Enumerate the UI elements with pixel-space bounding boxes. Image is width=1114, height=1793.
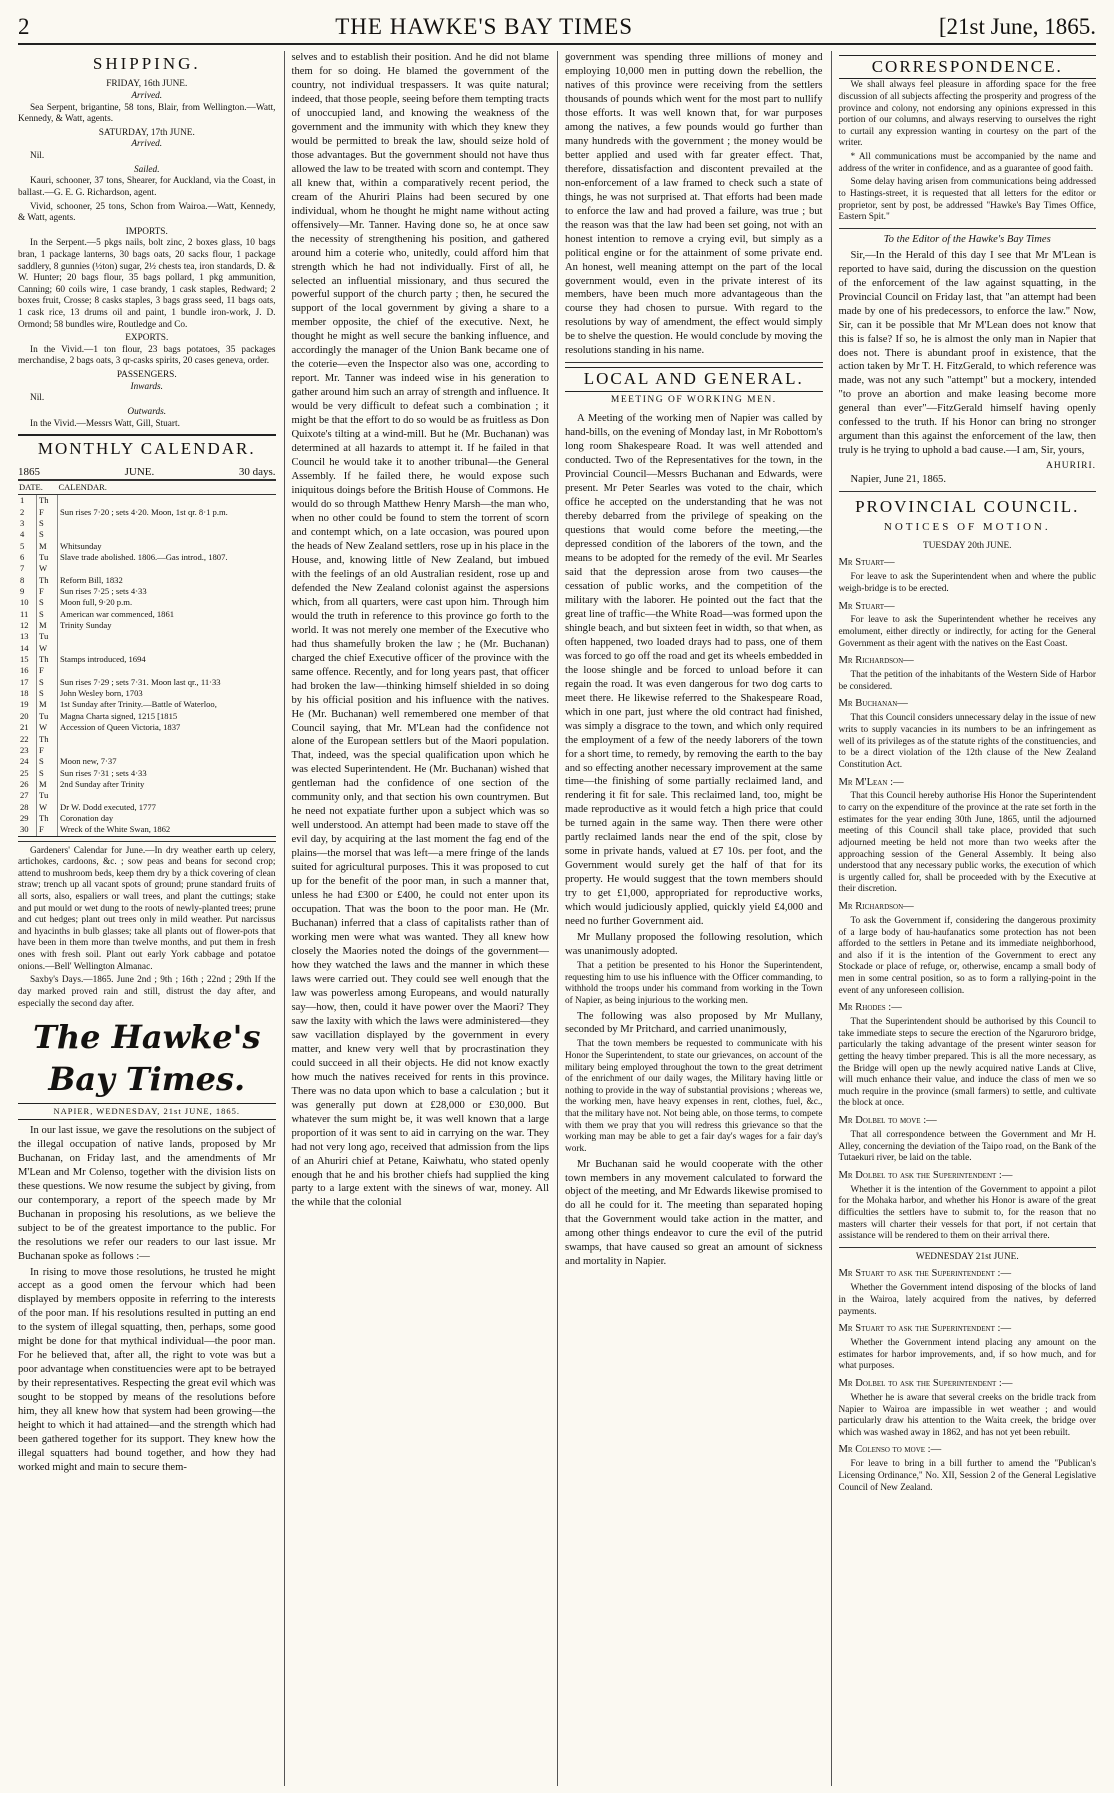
calendar-event	[58, 790, 276, 801]
shipping-heading: SHIPPING.	[92, 54, 201, 73]
passengers-heading: PASSENGERS.	[116, 370, 177, 381]
calendar-row	[18, 699, 276, 710]
local-paragraph-3: The following was also proposed by Mr Mullany, seconded by Mr Pritchard, and carried unanimously,	[565, 1010, 823, 1036]
arrived-label-2: Arrived.	[131, 139, 163, 150]
motion-mover: Mr Buchanan—	[838, 698, 908, 710]
calendar-row	[18, 575, 276, 586]
calendar-event: Whitsunday	[60, 540, 102, 551]
motion-mover: Mr Stuart to ask the Superintendent :—	[838, 1323, 1012, 1335]
calendar-day-number: 15	[18, 654, 37, 665]
motion-mover: Mr Stuart—	[838, 557, 895, 569]
calendar-weekday: F	[37, 745, 58, 756]
calendar-day-number: 8	[18, 575, 37, 586]
letter-salutation: To the Editor of the Hawke's Bay Times	[883, 233, 1051, 245]
calendar-weekday: S	[37, 529, 58, 540]
calendar-weekday: W	[37, 563, 58, 574]
exports-heading: EXPORTS.	[125, 333, 169, 344]
calendar-weekday: S	[37, 756, 58, 767]
motion-mover: Mr Richardson—	[838, 900, 914, 912]
calendar-day-number: 16	[18, 665, 37, 676]
calendar-day-number: 6	[18, 552, 37, 563]
calendar-row	[18, 552, 276, 563]
exports-text: In the Vivid.—1 ton flour, 23 bags potatoes, 35 packages merchandise, 2 bags oats, 3 qr-casks spirits, 20 cases geneva, order.	[18, 344, 276, 367]
calendar-row	[18, 620, 276, 631]
calendar-event: Dr W. Dodd executed, 1777	[60, 801, 156, 812]
calendar-weekday: W	[37, 802, 58, 813]
calendar-day-number: 2	[18, 507, 37, 518]
calendar-event: Reform Bill, 1832	[60, 574, 123, 585]
calendar-row	[18, 756, 276, 767]
calendar-row	[18, 518, 276, 529]
gardeners-calendar: Gardeners' Calendar for June.—In dry weather earth up celery, artichokes, cardoons, &c. ; sow peas and beans for second crop; attend to mushroom beds, keep them dry by a thick covering of clean straw; trench up all vacant spots of ground; prune standard fruits of all sorts, also, espaliers or wall trees, and plant the cuttings; stake and put mould or wet dung to the roots of newly-planted trees; prune and cut hedges; plant out trees only in mild weather. Put narcissus and hyacinths in bulb glasses; take all plants out of flower-pots that have been in them more than twelve months, and put them in fresh ones with fresh soil. Plant out early York cabbage and potatoe onions.—Bell' Wellington Almanac.	[18, 845, 276, 972]
calendar-weekday: Th	[37, 495, 58, 507]
calendar-row	[18, 711, 276, 722]
calendar-event: Wreck of the White Swan, 1862	[60, 824, 171, 835]
calendar-day-number: 21	[18, 722, 37, 733]
paper-nameplate: The Hawke's Bay Times.	[33, 1018, 261, 1099]
calendar-row	[18, 631, 276, 642]
calendar-event: Moon new, 7·37	[60, 756, 117, 767]
correspondence-note-2: * All communications must be accompanied by the name and address of the writer in confidence, and as a guarantee of good faith.	[838, 152, 1096, 174]
calendar-day-number: 20	[18, 711, 37, 722]
motion-mover: Mr Richardson—	[838, 655, 914, 667]
calendar-event: John Wesley born, 1703	[60, 688, 143, 699]
calendar-event	[58, 734, 276, 745]
calendar-day-number: 13	[18, 631, 37, 642]
column-1	[18, 51, 276, 1786]
motion-text: To ask the Government if, considering the dangerous proximity of a large body of hau-haufanatics some protection has not been afforded to the settlers in Petane and its immediate neighborhood, and also if it is the intention of the Government to erect any Stockade or place of refuge, or, otherwise, encamp a small body of men in some central position, so as to form a rallying-point in the event of any unforeseen collision.	[838, 915, 1096, 996]
calendar-row	[18, 643, 276, 654]
calendar-subhead	[18, 465, 276, 481]
correspondence-note-1: We shall always feel pleasure in affording space for the free discussion of all subjects affecting the prosperity and progress of the province and colony, not endorsing any opinions expressed in this portion of our columns, and always reserving to ourselves the right to curtail any expression wanting in courtesy on the part of the writer.	[838, 80, 1096, 149]
motion-text: That the petition of the inhabitants of the Western Side of Harbor be considered.	[838, 670, 1096, 692]
calendar-event	[58, 518, 276, 529]
resolution-2: That the town members be requested to communicate with his Honor the Superintendent, to state our grievances, on account of the military being employed throughout the town to the great detriment of the enrichment of our daily wages, the Military having little or nothing to provide in the way of substantial provisions ; whereas we, the working men, have heavy expenses in rent, clothes, fuel, &c., that the military have not. Not being able, on those terms, to compete with them we pray that you will redress this grievance so that the working man may be able to get a fair day's wages for a fair day's work.	[565, 1039, 823, 1154]
calendar-day-number: 23	[18, 745, 37, 756]
calendar-days: 30 days.	[238, 465, 276, 478]
sailed-kauri: Kauri, schooner, 37 tons, Shearer, for Auckland, via the Coast, in ballast.—G. E. G. Richardson, agent.	[18, 176, 276, 198]
column-2	[284, 51, 550, 1786]
motion-text: That all correspondence between the Government and Mr H. Alley, concerning the deviation of the Taipo road, on the Bank of the Tutaekuri river, be laid on the table.	[838, 1130, 1096, 1164]
correspondence-heading: CORRESPONDENCE.	[839, 55, 1097, 79]
calendar-heading: MONTHLY CALENDAR.	[37, 439, 256, 459]
calendar-weekday: S	[37, 597, 58, 608]
motion-text: For leave to bring in a bill further to amend the "Publican's Licensing Ordinance," No. XII, Session 2 of the General Legislative Council of New Zealand.	[838, 1459, 1096, 1493]
sailed-label: Sailed.	[133, 164, 160, 175]
calendar-day-number: 28	[18, 802, 37, 813]
calendar-year: 1865	[18, 465, 40, 478]
calendar-weekday: Th	[37, 734, 58, 745]
calendar-day-number: 26	[18, 779, 37, 790]
calendar-weekday: S	[37, 609, 58, 620]
local-general-heading: LOCAL AND GENERAL.	[565, 367, 823, 391]
arrived-label: Arrived.	[131, 91, 163, 102]
calendar-event: Sun rises 7·20 ; sets 4·20. Moon, 1st qr. 8·1 p.m.	[60, 506, 228, 517]
shipping-saturday-date: SATURDAY, 17th JUNE.	[98, 127, 195, 138]
calendar-row	[18, 734, 276, 745]
calendar-row	[18, 586, 276, 597]
calendar-day-number: 17	[18, 677, 37, 688]
local-paragraph-2: Mr Mullany proposed the following resolution, which was unanimously adopted.	[565, 932, 823, 958]
calendar-weekday: Th	[37, 575, 58, 586]
motion-mover: Mr Rhodes :—	[838, 1002, 902, 1014]
column-4	[831, 51, 1097, 1786]
calendar-row	[18, 677, 276, 688]
calendar-weekday: S	[37, 677, 58, 688]
motion-text: Whether it is the intention of the Government to appoint a pilot for the Mohaka harbor, and whether his Honor is aware of the great difficulties the settlers have to submit to, for the reason that no masters will charter their vessels for that port, if not certain that assistance will be rendered to them on their arrival there.	[838, 1184, 1096, 1242]
calendar-weekday: Th	[37, 654, 58, 665]
calendar-day-number: 3	[18, 518, 37, 529]
calendar-day-number: 11	[18, 609, 37, 620]
motion-text: For leave to ask the Superintendent whether he receives any emolument, either directly or indirectly, for acting for the General Government as their agent with the natives on the East Coast.	[838, 615, 1096, 649]
calendar-month: JUNE.	[124, 465, 155, 478]
motion-mover: Mr Colenso to move :—	[838, 1444, 942, 1456]
calendar-weekday: F	[37, 507, 58, 518]
calendar-weekday: Th	[37, 813, 58, 824]
calendar-event: Magna Charta signed, 1215 [1815	[60, 710, 178, 721]
motion-mover: Mr Stuart—	[838, 600, 895, 612]
calendar-row	[18, 665, 276, 676]
calendar-event: Sun rises 7·25 ; sets 4·33	[60, 586, 147, 597]
calendar-row	[18, 779, 276, 790]
sailed-vivid: Vivid, schooner, 25 tons, Schon from Wairoa.—Watt, Kennedy, & Watt, agents.	[18, 201, 276, 224]
editorial-paragraph-1: In our last issue, we gave the resolutions on the subject of the illegal occupation of native lands, proposed by Mr Buchanan, on Friday last, and the amendments of Mr M'Lean and Mr Colenso, together with the division lists on these questions. We now resume the subject by giving, from our contemporary, a report of the speech made by Mr Buchanan in proposing his resolutions, as we believe the subject to be of the greatest importance to the public. For the resolutions we refer our readers to our last issue. Mr Buchanan spoke as follows :—	[18, 1124, 276, 1262]
motion-mover: Mr Dolbel to ask the Superintendent :—	[838, 1169, 1013, 1181]
monthly-calendar	[18, 434, 276, 836]
tuesday-date: TUESDAY 20th JUNE.	[923, 540, 1012, 551]
outwards-label: Outwards.	[127, 406, 167, 417]
calendar-weekday: S	[37, 688, 58, 699]
motion-text: Whether the Government intend placing any amount on the estimates for harbor improvements, and, if so how much, and for what purposes.	[838, 1338, 1096, 1372]
calendar-weekday: Tu	[37, 552, 58, 563]
nil-passengers: Nil.	[30, 393, 45, 404]
wednesday-date: WEDNESDAY 21st JUNE.	[915, 1251, 1019, 1262]
calendar-row	[18, 654, 276, 665]
calendar-event: Stamps introduced, 1694	[60, 654, 146, 665]
calendar-event	[58, 665, 276, 676]
imports-text: In the Serpent.—5 pkgs nails, bolt zinc, 2 boxes glass, 10 bags bran, 1 package lanterns, 30 bags oats, 20 sacks flour, 1 package saddlery, 8 gunnies (½ton) sugar, 2½ chests tea, iron standards, D. & W. Hunter; 20 bags flour, 35 bags pollard, 1 pkg ammunition, Canning; 60 coils wire, 1 case brandy, 1 cask staples, Redward; 2 boxes fruit, Crosse; 8 casks staples, 3 bags grass seed, 11 bags oats, 1 cask rice, 13 drums oil and paint, 1 bundle iron-work, J. D. Ormond; 58 bundles wire, Routledge and Co.	[18, 238, 276, 330]
calendar-weekday: Tu	[37, 711, 58, 722]
calendar-weekday: F	[37, 586, 58, 597]
motion-mover: Mr Dolbel to ask the Superintendent :—	[838, 1378, 1013, 1390]
calendar-event: 1st Sunday after Trinity.—Battle of Waterloo,	[60, 699, 217, 710]
issue-date: [21st June, 1865.	[938, 14, 1096, 39]
saxby-days: Saxby's Days.—1865. June 2nd ; 9th ; 16th ; 22nd ; 29th If the day marked proved rain and still, distrust the day after, and especially the second day after.	[18, 975, 276, 1009]
calendar-weekday: F	[37, 665, 58, 676]
calendar-event	[58, 631, 276, 642]
letter-body: Sir,—In the Herald of this day I see that Mr M'Lean is reported to have said, during the discussion on the question of the enforcement of the law against squatting, in the Provincial Council on Friday last, that "an attempt had been made by one of his predecessors, to enforce the law." Now, Sir, can it be possible that Mr M'Lean does not know that this is false? If so, he is almost the only man in Napier that does not. There is abundant proof in existence, that the action taken by Mr T. H. FitzGerald, to which reference was made, was not any such "attempt" but a mockery, intended "to prove an abortion and make leasing become more general than ever"—FitzGerald himself having openly confessed to the truth. If his Honor can bring no stronger argument than this against the enforcement of the law, then truly is he trying to uphold a bad cause.—I am, Sir, yours,	[838, 249, 1096, 457]
calendar-weekday: S	[37, 518, 58, 529]
newspaper-title: THE HAWKE'S BAY TIMES	[335, 14, 634, 39]
calendar-event: Coronation day	[60, 812, 114, 823]
calendar-weekday: F	[37, 824, 58, 835]
calendar-weekday: S	[37, 768, 58, 779]
calendar-day-number: 7	[18, 563, 37, 574]
motion-text: Whether the Government intend disposing of the blocks of land in the Wairoa, lately acquired from the natives, by deferred payments.	[838, 1283, 1096, 1317]
calendar-event: Slave trade abolished. 1806.—Gas introd., 1807.	[60, 552, 228, 562]
calendar-day-number: 9	[18, 586, 37, 597]
calendar-day-number: 10	[18, 597, 37, 608]
correspondence-note-3: Some delay having arisen from communications being addressed to Hastings-street, it is requested that all letters for the editor or proprietor, sent by post, be addressed "Hawke's Bay Times Office, Eastern Spit."	[838, 177, 1096, 223]
calendar-row	[18, 529, 276, 540]
meeting-subheading: MEETING OF WORKING MEN.	[610, 394, 777, 405]
calendar-day-number: 1	[18, 495, 37, 507]
calendar-event	[58, 643, 276, 654]
letter-place-date: Napier, June 21, 1865.	[850, 473, 946, 485]
calendar-day-number: 18	[18, 688, 37, 699]
calendar-row	[18, 609, 276, 620]
calendar-day-number: 14	[18, 643, 37, 654]
calendar-event: American war commenced, 1861	[60, 608, 175, 619]
motion-mover: Mr Dolbel to move :—	[838, 1115, 937, 1127]
calendar-row	[18, 768, 276, 779]
calendar-weekday: Tu	[37, 631, 58, 642]
column-3	[557, 51, 823, 1786]
calendar-event	[58, 563, 276, 574]
nil-arrivals: Nil.	[30, 151, 45, 162]
local-paragraph-1: A Meeting of the working men of Napier was called by hand-bills, on the evening of Monday last, in Mr Robottom's long room Shakespeare Road. It was well attended and conducted. Two of the Representatives for the town, in the Provincial Council—Messrs Buchanan and Edwards, were present. Mr Peter Searles was voted to the chair, which office he accepted on the understanding that he was not thereby debarred from the privilege of speaking on the questions that would come before the meeting,—the depressed condition of the laborers of the town, and the means to be adopted for the remedy of the evil. Mr Searles said that the depression arose from two causes—the cessation of public works, and the competition of the military with the laborer. He pointed out the fact that the great line of traffic—the White Road—was formed upon the shingle beach, and but sixteen feet in width, so that when, as often happened, two loaded drays had to pass, one of them was forced to go off the road and get its wheels embedded in the loose shingle and be forced to unload before it can regain the road. It was even dangerous for two dog carts to meet there. He likewise referred to the Shakespeare Road, which in one part, just where the old contract had finished, was simply a disgrace to the town, and which only required the employment of a few of the needy laborers of the town for a short time, to remedy, by removing the earth to the bay and so effecting another necessary improvement at the same time—the finishing of some partially reclaimed land, and rendering it fit for sale. This reclaimed land, too, might be made reproductive as it would fetch a high price that could be turned again in the same way. Then there were other partly reclaimed lands near the end of the spit, close by some in private hands, valued at £7 10s. per foot, and the Government would surely get the half of that for its property. He would suggest that the town members should try to get £1,000, appropriated for reproductive works, which would judiciously applied, quickly yield £4,000 and need no further Government aid.	[565, 413, 823, 928]
calendar-row	[18, 495, 276, 507]
motion-text: That the Superintendent should be authorised by this Council to take immediate steps to secure the erection of the Ngaruroro bridge, particularly the taking advantage of the present winter season for getting the heavy timber prepared. This is all the more necessary, as the Bridge will open up the newly acquired native Lands at Clive, will much enhance their value, and induce the class of men we so much require in the province (small farmers) to settle, and cultivate the block at once.	[838, 1017, 1096, 1109]
outwards-text: In the Vivid.—Messrs Watt, Gill, Stuart.	[30, 418, 180, 429]
calendar-event	[58, 529, 276, 540]
editorial-dateline: NAPIER, WEDNESDAY, 21st JUNE, 1865.	[18, 1103, 276, 1120]
motion-text: Whether he is aware that several creeks on the bridle track from Napier to Wairoa are impassible in wet weather ; and would particularly draw his attention to the Waita creek, the bridge over which was washed away in 1862, and has not yet been rebuilt.	[838, 1393, 1096, 1438]
calendar-event: Sun rises 7·31 ; sets 4·33	[60, 767, 147, 778]
calendar-day-number: 24	[18, 756, 37, 767]
calendar-row	[18, 597, 276, 608]
shipping-friday-date: FRIDAY, 16th JUNE.	[106, 79, 188, 90]
calendar-weekday: W	[37, 722, 58, 733]
calendar-weekday: W	[37, 643, 58, 654]
calendar-event	[58, 745, 276, 756]
motion-text: That this Council hereby authorise His Honor the Superintendent to carry on the expenditure of the province at the rate set forth in the estimates for the year ending 30th June, 1865, until the adjourned meeting of this Council shall take place, provided that such adjourned meeting be held not more than two weeks after the approaching session of the General Assembly. It being also understood that any necessary public works, the execution of which is urgently called for, shall be proceeded with by the Executive at their discretion.	[838, 791, 1096, 895]
calendar-day-number: 25	[18, 768, 37, 779]
calendar-weekday: M	[37, 541, 58, 552]
calendar-row	[18, 722, 276, 733]
calendar-row	[18, 507, 276, 518]
provincial-council-heading: PROVINCIAL COUNCIL.	[855, 496, 1080, 516]
calendar-row	[18, 813, 276, 824]
calendar-row	[18, 824, 276, 835]
calendar-event: Sun rises 7·29 ; sets 7·31. Moon last qr., 11·33	[60, 676, 221, 687]
calendar-day-number: 30	[18, 824, 37, 835]
calendar-event: Accession of Queen Victoria, 1837	[60, 722, 181, 733]
calendar-weekday: M	[37, 779, 58, 790]
imports-heading: IMPORTS.	[125, 226, 168, 237]
motion-mover: Mr M'Lean :—	[838, 776, 904, 788]
calendar-row	[18, 563, 276, 574]
friday-arrival: Sea Serpent, brigantine, 58 tons, Blair, from Wellington.—Watt, Kennedy, & Watt, agents.	[18, 102, 276, 125]
calendar-date-header: DATE.	[18, 481, 58, 495]
calendar-day-number: 29	[18, 813, 37, 824]
inwards-label: Inwards.	[130, 381, 163, 392]
calendar-day-number: 5	[18, 541, 37, 552]
resolution-1: That a petition be presented to his Honor the Superintendent, requesting him to use his influence with the Officer commanding, to withhold the troops under his command from working in the Town of Napier, as being injurious to the working men.	[565, 961, 823, 1006]
calendar-event	[58, 495, 276, 507]
calendar-day-number: 4	[18, 529, 37, 540]
calendar-row	[18, 790, 276, 801]
calendar-weekday: M	[37, 699, 58, 710]
calendar-table	[18, 480, 276, 836]
notices-of-motion: NOTICES OF MOTION.	[883, 521, 1051, 534]
editorial-paragraph-2: In rising to move those resolutions, he trusted he might accept as a good omen the fervour which had been displayed by members opposite in referring to the interests of the poor man. If his resolutions resulted in putting an end to the system of illegal squatting, then, perhaps, some good might be done for that mythical individual—the poor man. For he believed that, after all, the right to vote was but a poor advantage when constituencies were apt to be betrayed by their representatives. Respecting the great evil which was sought to be stopped by means of the resolutions before him, they all knew how that system had been growing—the height to which it had attained—and the strength which had been gathered together for its support. They knew how the illegal squatters had bound together, and how they had worked might and main to secure them-	[18, 1266, 276, 1474]
local-paragraph-4: Mr Buchanan said he would cooperate with the other town members in any movement calculated to forward the object of the meeting, and Mr Edwards likewise promised to do all he could for it. The meeting than separated hoping that the Government would take action in the matter, and among other things endeavor to cure the evil of the putrid swamps, that have caused so great an amount of sickness and mortality in Napier.	[565, 1158, 823, 1268]
calendar-row	[18, 688, 276, 699]
calendar-events-header: CALENDAR.	[58, 481, 276, 495]
calendar-day-number: 27	[18, 790, 37, 801]
motion-text: That this Council considers unnecessary delay in the issue of new writs to supply vacancies in its numbers to be an infringement as well of its privileges as of the statute rights of the constituencies, and to be a direct violation of the 12th clause of the New Zealand Constitution Act.	[838, 713, 1096, 770]
calendar-row	[18, 541, 276, 552]
masthead	[18, 14, 1096, 45]
calendar-row	[18, 745, 276, 756]
motion-mover: Mr Stuart to ask the Superintendent :—	[838, 1268, 1012, 1280]
motion-text: For leave to ask the Superintendent when and where the public weigh-bridge is to be erected.	[838, 572, 1096, 594]
calendar-weekday: M	[37, 620, 58, 631]
calendar-day-number: 19	[18, 699, 37, 710]
calendar-event: Trinity Sunday	[60, 620, 112, 631]
calendar-event: 2nd Sunday after Trinity	[60, 778, 145, 789]
letter-signature: AHURIRI.	[1046, 461, 1096, 472]
calendar-day-number: 22	[18, 734, 37, 745]
calendar-day-number: 12	[18, 620, 37, 631]
editorial-paragraph-3: selves and to establish their position. And he did not blame them for so doing. He blamed the government of the country, not individual trespassers. It was quite natural; indeed, that those people, seeing before them tempting tracts of unoccupied land, and knowing the weakness of the government and the immunity with which they knew they would be permitted to break the law, should seize hold of those advantages. But the government should not have thus allowed the law to be treated with scorn and contempt. They all knew that, within a comparatively recent period, the cream of the Ahuriri Plains had been secured by one individual, whom he thought he might name without acting offensively—Mr. Tanner. Having done so, he at once saw the necessity of strengthening his position, and gathered around him a coterie who, unitedly, could afford him that strength which he had not individually. First of all, he selected an influential missionary, and thus secured the powerful support of the church party ; then, he secured the support of the local government by giving a share to a member opposite, the chief of the executive. Next, he thought he might as well secure the banking influence, and accordingly the manager of the Union Bank became one of the coterie—even the Inspector also was one, according to report. Mr. Tanner was indeed wise in his generation to gather around him such an array of strength and influence. It would be very difficult to defeat such a combination ; it might be that the effort to do so would be as fruitless as Don Quixote's tilting at a wind-mill. But he (Mr. Buchanan) was determined at all hazards to attempt it. If he failed in that Council he would take it to another tribunal—the General Assembly. If he failed there, he would expose such iniquitous doings before the British House of Commons. He would do so through Matthew Henry Marsh—the man who, when no other could be found to stem the torrent of scorn and contempt which, on a late occasion, was poured upon the heads of New Zealand settlers, rose up in his place in the House, and, knowing little of New Zealand, but imbued with the feelings of an old Australian resident, rose up and defended the New Zealand colonist against the aspersions which, from all quarters, were cast upon him. Through him would the truth in reference to this province go forth to the world. It was not merely one member of the Executive who had thus shamefully broken the law ; he (Mr. Buchanan) charged the chief Executive officer of the province with the same offence. Recently, and for long years past, that officer had broken the law—thinking himself shielded in so doing by his official position and his influence with the natives. He (Mr. Buchanan) well remembered one member of that Council saying, that Mr. M'Lean had the confidence not alone of the European settlers but of the Maori population. That, indeed, was the special qualification upon which he was elected Superintendent. He (Mr. Buchanan) wished that gentleman had the confidence of one section of the community only, and that section his own countrymen. But he need not expatiate further upon a subject which was so well understood. An attempt had been made to stave off the evil day, by acquiring at the last moment the fag end of the plains—the morsel that was left—a mere fringe of the lands suited for agricultural purposes. This it was proposed to cut up for the benefit of the poor man, in such a manner that, unless he had £300 or £400, he could not enter upon its occupation. That was the boon to the poor man. He (Mr. Buchanan) inferred that a class of capitalists rather than of working men were what was wanted. They all knew how closely the Maories noted the doings of the government—how they watched the laws and the manner in which these laws were carried out. They could see well enough that the law was powerless among Europeans, and would naturally say—how, then, could it have power over the Maori? They saw the laxity with which the laws were administered—they saw vacillation displayed by the government in every matter, and knew very well that by procrastination they could succeed in all their objects. He did not know exactly how much the natives received for rents in this province. There was no data upon which to base a calculation ; but it was generally put down at £28,000 or £30,000. But whatever the sum might be, it was well known that a large proportion of it was sent to aid in carrying on the war. They had not very long ago, received that admission from the lips of an Ahuriri chief at Petane, Kaiwhatu, who stated openly enough that he and his brother chiefs had supplied the king party to a large extent with the sinews of war, money. All the while that the colonial	[291, 52, 549, 1209]
calendar-row	[18, 802, 276, 813]
calendar-event: Moon full, 9·20 p.m.	[60, 597, 133, 608]
editorial-paragraph-4: government was spending three millions of money and employing 10,000 men in putting down the rebellion, the natives of this province were receiving from the settlers thousands of pounds which went for the most part to nullify those efforts. It was well known that, for war purposes among the natives, a few pounds would go further than many hundreds with the government ; the money would be better applied and used with far greater effect. That, therefore, dissatisfaction and discontent prevailed at the non-enforcement of a law framed to check such a state of things, he was not surprised at. That efforts had been made to enforce the law and had proved a failure, was true ; but the reason was that the law had been set going, not with an honest intention to remove a crying evil, but simply as a political engine or for the attainment of some private end. An honest, well meaning attempt on the part of the local government would, even in the private interest of its members, have been much more advantageous than the course they had chosen to pursue. With regard to the resolutions by way of amendment, the effect would simply be to shelve the question. He would conclude by moving the resolutions standing in his name.	[565, 52, 823, 357]
calendar-weekday: Tu	[37, 790, 58, 801]
page-number: 2	[18, 14, 30, 39]
